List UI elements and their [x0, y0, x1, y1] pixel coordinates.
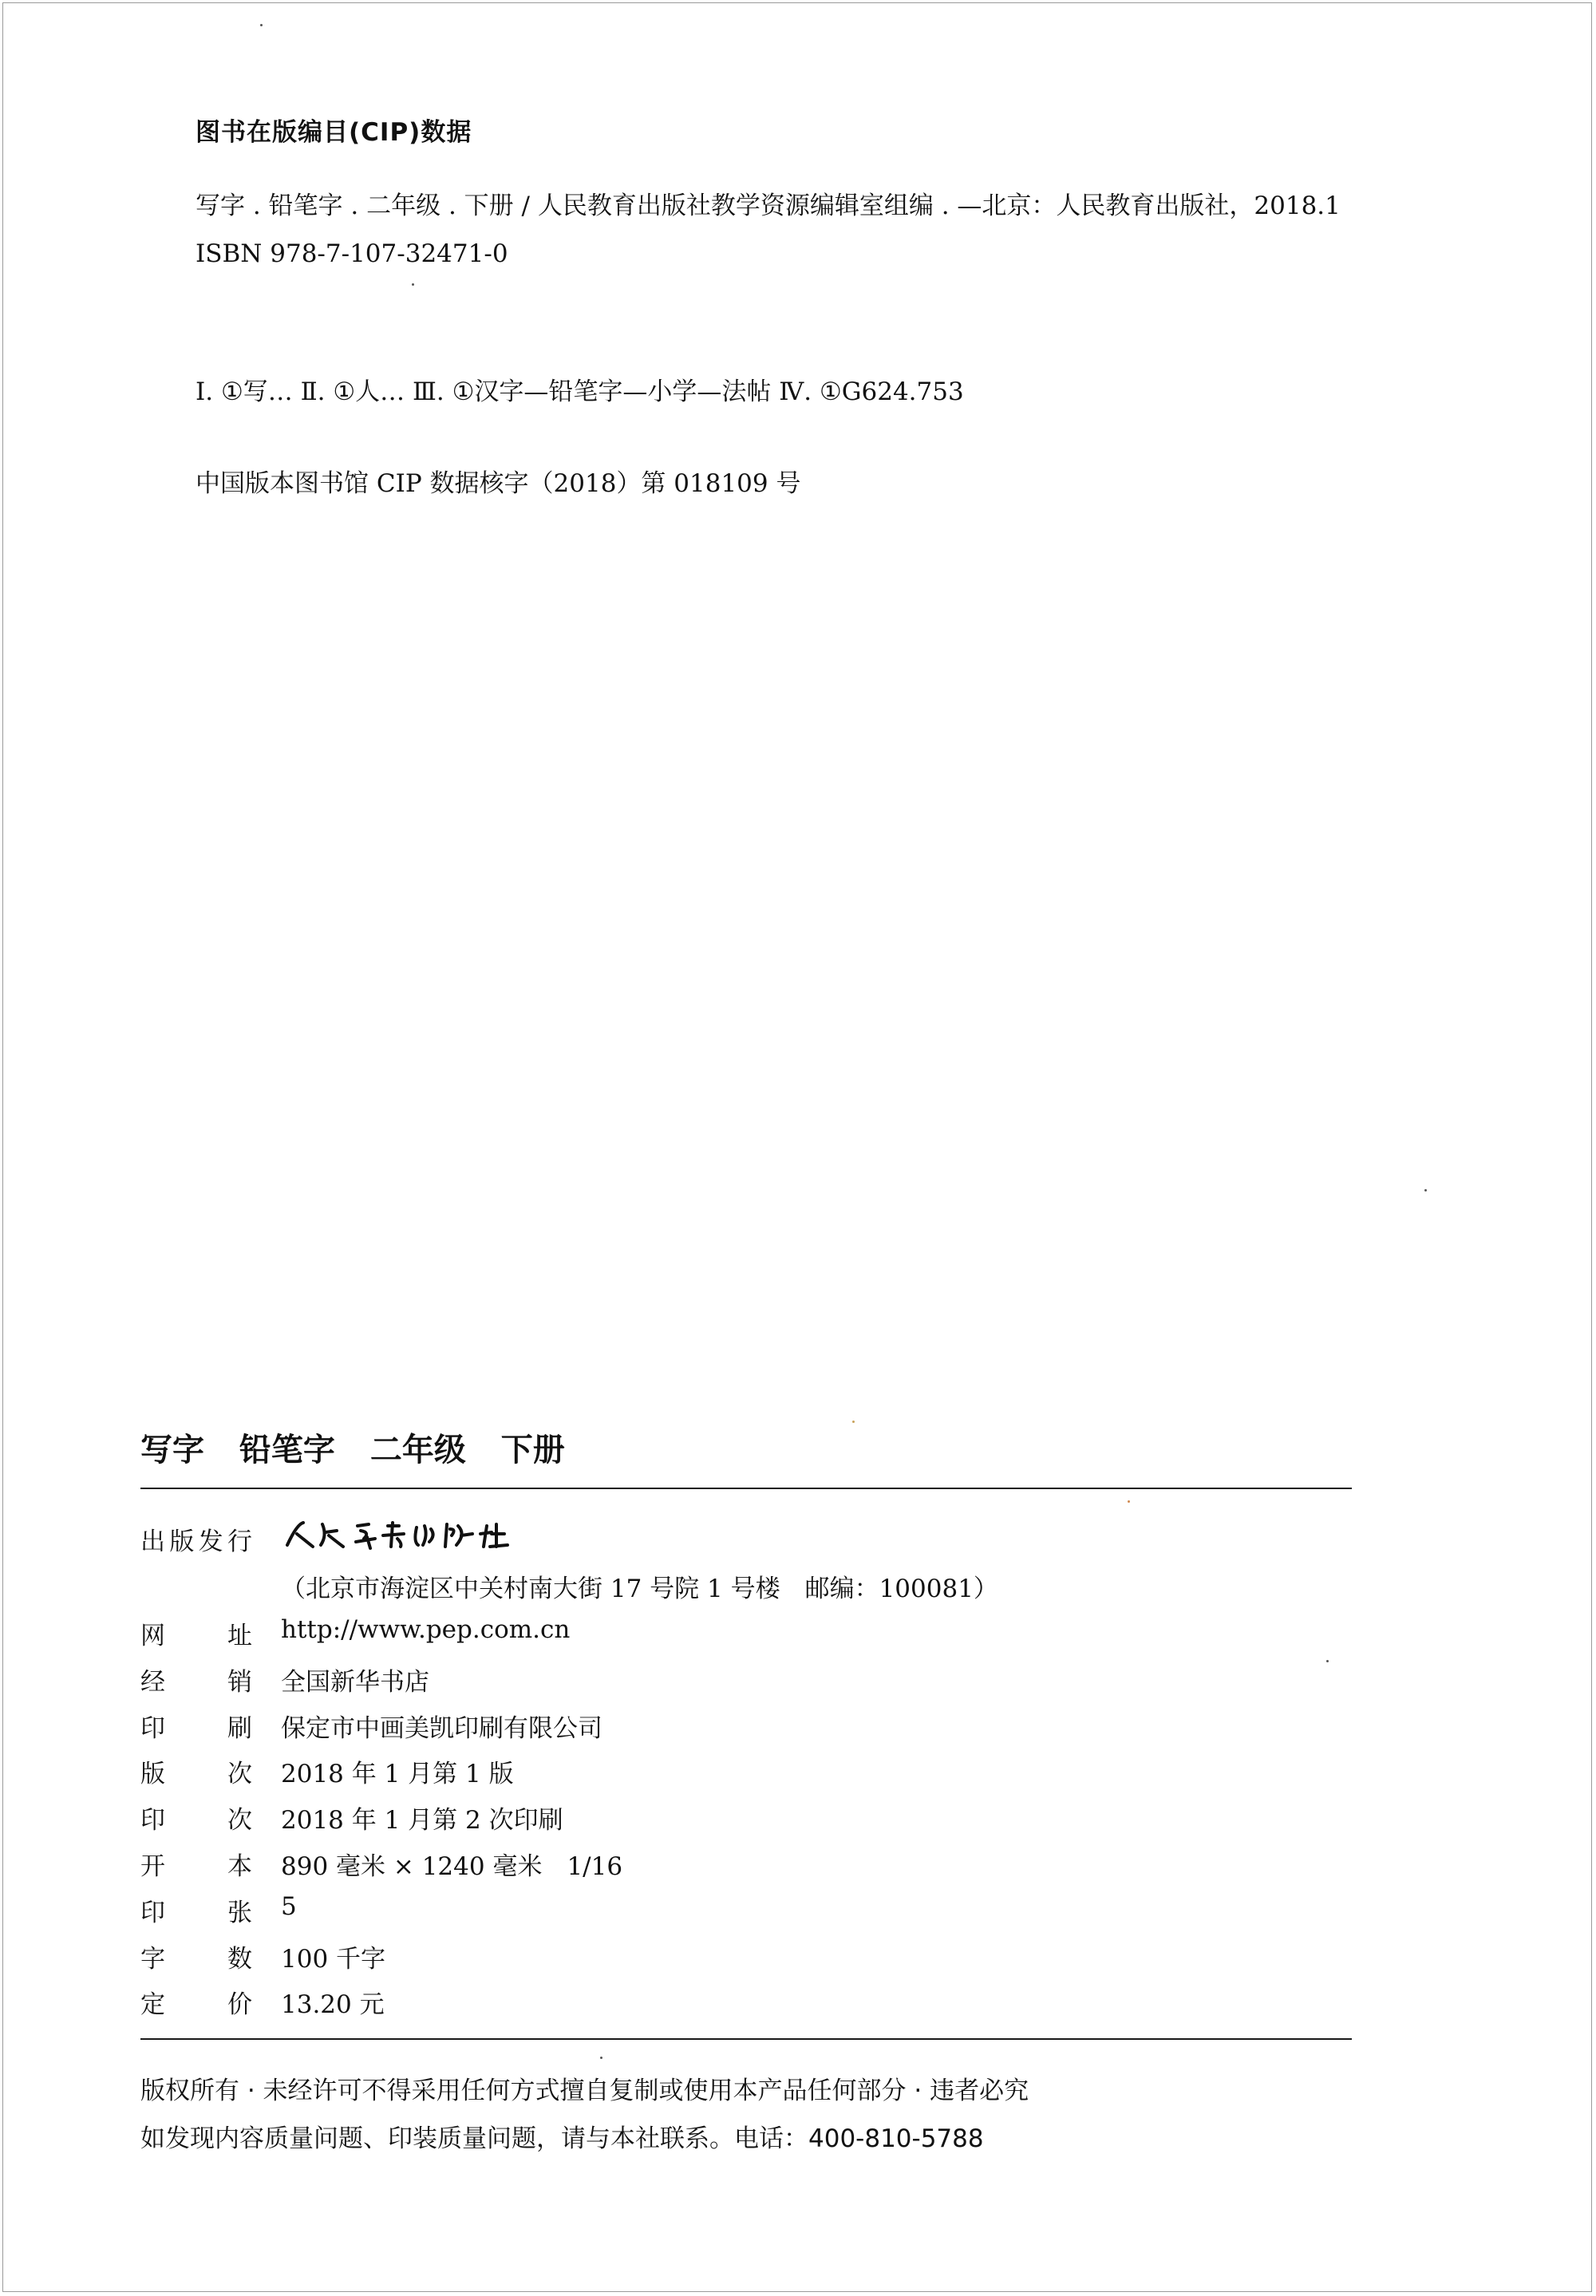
scan-speck: [1326, 1660, 1329, 1662]
detail-value-format: 890 毫米 × 1240 毫米 1/16: [281, 1852, 623, 1881]
detail-label: 定 价: [140, 1990, 252, 2019]
scan-speck: [1424, 1189, 1427, 1191]
detail-row-printing: [140, 1800, 563, 1836]
detail-value-sheets: 5: [281, 1892, 297, 1921]
bottom-divider: [140, 2038, 1352, 2040]
top-divider: [140, 1488, 1352, 1489]
detail-row-edition: [140, 1753, 514, 1789]
publisher-wordmark-icon: [281, 1518, 520, 1551]
detail-label: 开 本: [140, 1852, 252, 1881]
cip-classification: Ⅰ. ①写… Ⅱ. ①人… Ⅲ. ①汉字—铅笔字—小学—法帖 Ⅳ. ①G624.753: [196, 377, 964, 406]
detail-label: 印 刷: [140, 1714, 252, 1743]
detail-value-word-count: 100 千字: [281, 1945, 386, 1974]
detail-label: 印 张: [140, 1899, 252, 1927]
detail-row-printer: [140, 1708, 602, 1744]
detail-label: 印 次: [140, 1806, 252, 1835]
detail-row-sheets: [140, 1892, 297, 1928]
detail-row-format: [140, 1846, 623, 1882]
scan-speck: [412, 283, 414, 286]
detail-value-website: http://www.pep.com.cn: [281, 1615, 571, 1644]
scan-speck: [852, 1421, 855, 1423]
detail-row-address: [140, 1568, 998, 1603]
detail-value-address: （北京市海淀区中关村南大街 17 号院 1 号楼 邮编：100081）: [281, 1575, 998, 1603]
scan-speck: [1128, 1500, 1130, 1503]
scan-speck: [260, 24, 263, 26]
detail-label: 出版发行: [140, 1527, 252, 1556]
detail-row-website: [140, 1615, 571, 1651]
cip-heading: 图书在版编目(CIP)数据: [196, 118, 472, 147]
detail-value-price: 13.20 元: [281, 1990, 385, 2019]
cip-description: 写字 . 铅笔字 . 二年级 . 下册 / 人民教育出版社教学资源编辑室组编 . —北京：人民教育出版社，2018.1: [196, 192, 1341, 220]
copyright-notice: 版权所有 · 未经许可不得采用任何方式擅自复制或使用本产品任何部分 · 违者必究: [140, 2077, 1029, 2105]
detail-label: 网 址: [140, 1622, 252, 1650]
detail-value-edition: 2018 年 1 月第 1 版: [281, 1760, 514, 1788]
publisher-logo: [281, 1521, 520, 1555]
detail-label: 版 次: [140, 1760, 252, 1788]
detail-row-publisher: [140, 1521, 252, 1557]
detail-row-price: [140, 1984, 385, 2020]
detail-label: 经 销: [140, 1668, 252, 1697]
detail-label: 字 数: [140, 1945, 252, 1974]
detail-value-distributor: 全国新华书店: [281, 1668, 429, 1697]
cip-isbn: ISBN 978-7-107-32471-0: [196, 239, 508, 268]
book-title: 写字 铅笔字 二年级 下册: [140, 1432, 565, 1468]
cip-verification-number: 中国版本图书馆 CIP 数据核字（2018）第 018109 号: [196, 469, 801, 498]
detail-value-printing: 2018 年 1 月第 2 次印刷: [281, 1806, 563, 1835]
scan-speck: [600, 2057, 602, 2059]
detail-value-printer: 保定市中画美凯印刷有限公司: [281, 1714, 602, 1743]
detail-row-word-count: [140, 1938, 386, 1974]
contact-notice: 如发现内容质量问题、印装质量问题，请与本社联系。电话：400-810-5788: [140, 2124, 984, 2153]
detail-row-distributor: [140, 1662, 429, 1697]
